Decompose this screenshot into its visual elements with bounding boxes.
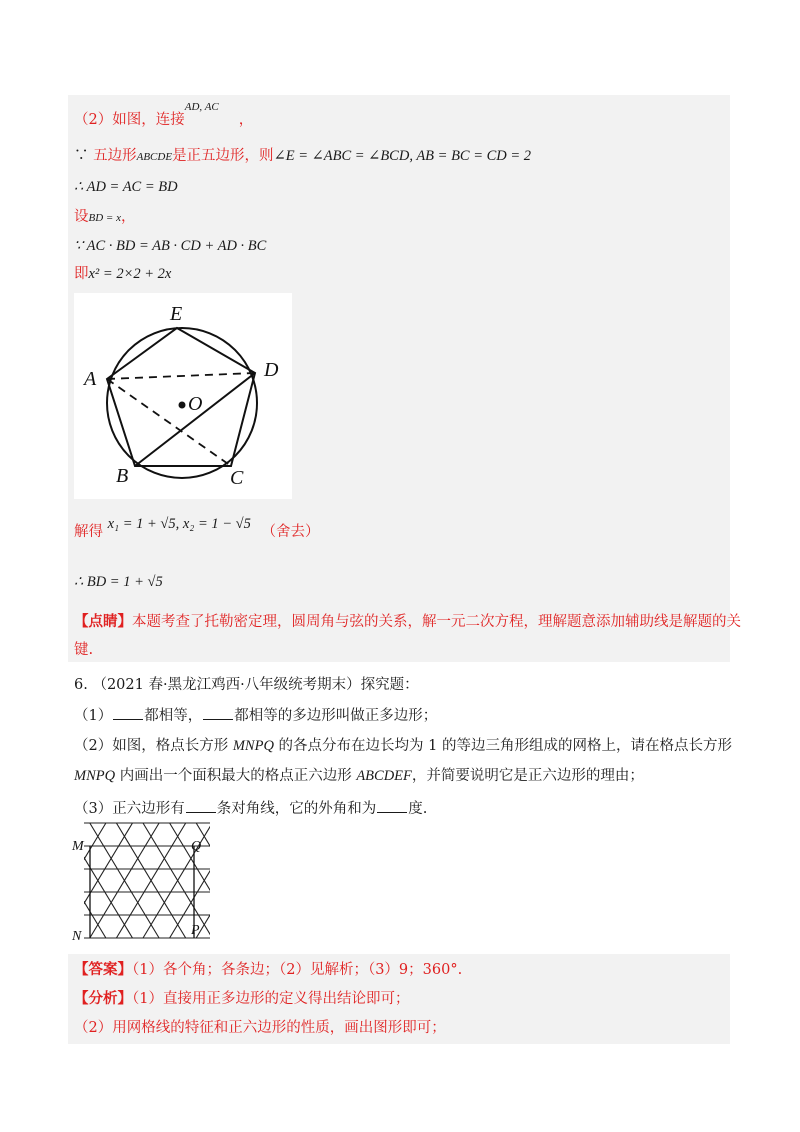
q6-part2-line2 [74, 766, 644, 786]
q6-p2-b: 的各点分布在边长均为 1 的等边三角形组成的网格上，请在格点长方形 [273, 738, 732, 754]
comment-text-1: 本题考查了托勒密定理，圆周角与弦的关系，解一元二次方程，理解题意添加辅助线是解题的关 [132, 614, 741, 630]
discard-note: （舍去） [261, 524, 320, 540]
center-point [179, 402, 186, 409]
analysis-text-1: （1）直接用正多边形的定义得出结论即可； [132, 991, 410, 1007]
label-m: M [72, 839, 84, 854]
label-a: A [84, 368, 97, 390]
analysis-tag: 【分析】 [74, 990, 132, 1007]
eq-prefix: 即 [74, 266, 89, 282]
triangle-grid [70, 818, 220, 944]
let-suffix: ， [120, 209, 136, 225]
q6-p2-mnpq-2: MNPQ [74, 768, 116, 784]
analysis-line-1 [74, 989, 409, 1009]
q6-part3 [74, 798, 427, 819]
label-d: D [264, 359, 279, 381]
q6-p2-a: （2）如图，格点长方形 [74, 738, 233, 754]
because-symbol: ∵ [74, 148, 89, 164]
blank-1[interactable] [113, 705, 143, 720]
q6-number: 6. [74, 677, 88, 693]
label-n: N [72, 929, 82, 944]
let-prefix: 设 [74, 209, 89, 225]
given-line [74, 146, 531, 167]
side-equality: , AB = BC = CD = 2 [409, 148, 532, 164]
answer-tag: 【答案】 [74, 961, 132, 978]
given-mid-text: 是正五边形，则 [172, 148, 274, 164]
solve-line [74, 516, 320, 542]
answer-text: （1）各个角；各条边；（2）见解析；（3）9；360°. [132, 962, 463, 978]
q6-part2-line1 [74, 736, 732, 756]
blank-2[interactable] [203, 705, 233, 720]
label-c: C [230, 467, 244, 489]
q6-p2-e: ，并简要说明它是正六边形的理由； [411, 768, 644, 784]
roots: x₁ = 1 + √5, x₂ = 1 − √5 [107, 516, 251, 532]
comment-tag: 【点睛】 [74, 613, 132, 630]
blank-3[interactable] [186, 798, 216, 813]
segment-ad [107, 373, 255, 379]
part2-label: （2）如图，连接 [74, 112, 185, 128]
equation-line [74, 264, 171, 284]
analysis-line-2: （2）用网格线的特征和正六边形的性质，画出图形即可； [74, 1020, 446, 1036]
comment-line-2: 键. [74, 642, 94, 658]
q6-source: （2021 春·黑龙江鸡西·八年级统考期末）探究题： [92, 677, 419, 693]
grid-figure [70, 818, 220, 944]
comment-line-1 [74, 612, 741, 632]
comma: ， [238, 112, 254, 128]
segment-bd [135, 373, 255, 466]
label-p: P [191, 923, 200, 938]
q6-p1-end: 都相等的多边形叫做正多边形； [234, 708, 438, 724]
blank-4[interactable] [377, 798, 407, 813]
quadratic-equation: x² = 2×2 + 2x [88, 266, 172, 282]
label-o: O [188, 393, 203, 415]
q6-p3-b: 条对角线，它的外角和为 [216, 801, 377, 817]
q6-p1-prefix: （1） [74, 708, 113, 724]
result-line: ∴ BD = 1 + √5 [74, 574, 163, 590]
angle-equality: ∠E = ∠ABC = ∠BCD [273, 148, 410, 164]
pentagon-figure [74, 293, 292, 499]
answer-line [74, 960, 462, 980]
q6-p3-c: 度. [408, 801, 428, 817]
q6-header [74, 675, 419, 695]
q6-p1-mid: 都相等， [144, 708, 203, 724]
label-q: Q [191, 839, 202, 854]
equal-line: ∴ AD = AC = BD [74, 179, 178, 195]
let-expr: BD = x [88, 212, 121, 224]
q6-p2-d: 内画出一个面积最大的格点正六边形 [115, 768, 357, 784]
pentagon-diagram [74, 293, 292, 499]
part2-connect-line [74, 101, 254, 131]
q6-p2-abcdef: ABCDEF [356, 768, 412, 784]
ptolemy-line: ∵ AC · BD = AB · CD + AD · BC [74, 238, 267, 254]
let-line [74, 207, 135, 228]
pentagon-name: ABCDE [136, 151, 173, 163]
solve-prefix: 解得 [74, 524, 103, 540]
connect-segments: AD, AC [184, 101, 219, 113]
q6-p2-mnpq: MNPQ [232, 738, 274, 754]
label-e: E [170, 303, 183, 325]
pentagon-word: 五边形 [93, 148, 137, 164]
label-b: B [116, 465, 129, 487]
q6-part1 [74, 705, 437, 726]
q6-p3-a: （3）正六边形有 [74, 801, 185, 817]
